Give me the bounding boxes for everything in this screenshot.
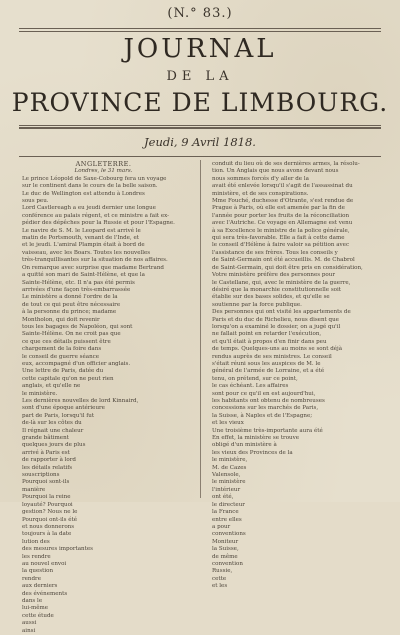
text-line: Sainte-Hélène. On ne croit pas que (22, 331, 121, 338)
text-line: sont d'une époque antérieure (22, 405, 105, 412)
text-line: les habitants ont obtenu de nombreuses (212, 398, 325, 404)
text-line: ministère, et de ses conspirations. (212, 190, 309, 197)
column-divider (200, 160, 201, 498)
text-line: toujours à la date (22, 531, 72, 538)
text-line: le conseil d'Hélène à faire valoir sa pétition avec (212, 242, 350, 249)
text-line: Pourquoi ont-ils été (22, 516, 78, 523)
text-line: conférence au palais régent, et ce ministre a fait ex- (22, 212, 170, 219)
text-line: le directeur (212, 501, 245, 508)
text-line: l'année pour porter les fruits de la réconciliation (212, 212, 350, 219)
masthead-title: JOURNAL (123, 34, 277, 64)
text-line: anglais, et qu'elle ne (22, 383, 81, 390)
text-line: de rapporter à lord (22, 457, 76, 464)
text-line: la Suisse, à Naples et de l'Espagne; (212, 412, 313, 419)
text-line: très-tranquillisantes sur la situation de nos affaires. (22, 257, 168, 264)
text-line: Les dernières nouvelles de lord Kinnaird, (22, 398, 139, 404)
text-line: Paris et du duc de Richelieu, nous disent que (212, 316, 339, 323)
date-rule (19, 156, 381, 157)
text-line: concessions sur les marchés de Paris, (212, 405, 319, 412)
text-line: le Castellane, qui, avec le ministère de la guerre, (212, 279, 351, 286)
text-line: de temps. Quelques-uns au moins se sont déjà (212, 346, 343, 353)
text-line: ainsi (22, 627, 36, 634)
text-line: Russie, (212, 568, 233, 575)
text-line: entre elles (212, 516, 242, 523)
text-line: s'était réuni sous les auspices de M. le (212, 360, 321, 367)
text-line: général de l'armée de Lorraine, et a été (212, 368, 325, 375)
text-line: Il régnait une chaleur (22, 427, 84, 434)
text-line: tous les bagages de Napoléon, qui sont (22, 323, 133, 330)
text-line: rendus auprès de ses ministres. Le conseil (212, 353, 332, 360)
text-line: Le duc de Wellington est attendu à Londres (22, 190, 145, 197)
text-line: Le ministère a donné l'ordre de la (22, 294, 118, 301)
text-line: et les (212, 583, 228, 590)
text-line: les détails relatifs (22, 464, 73, 471)
text-line: Une lettre de Paris, datée du (22, 368, 104, 375)
text-line: obligé d'un ministère à (212, 442, 277, 449)
text-line: loyauté? Pourquoi (22, 501, 73, 508)
text-line: cette capitale qu'on ne peut rien (22, 375, 114, 382)
text-line: la France (212, 509, 239, 516)
text-line: établie sur des bases solides, et qu'elle se (212, 294, 330, 301)
text-line: cette (212, 575, 227, 582)
text-line: conventions (212, 531, 246, 538)
text-line: de-là sur les côtes du (22, 420, 82, 427)
text-line: Prague à Paris, où elle est amenée par la fin de (212, 205, 345, 212)
text-line: matin de Portsmouth, venant de l'Inde, et (22, 235, 139, 242)
text-line: qui sera très-favorable. Elle a fait à cette dame (212, 235, 345, 242)
text-line: la question (22, 568, 54, 575)
text-line: M. de Cazes (212, 464, 247, 471)
top-rule-secondary (19, 31, 381, 32)
text-line: le ministère. (22, 390, 58, 397)
text-line: quelques jours de plus (22, 442, 86, 449)
text-line: Le navire de S. M. le Leopard est arrivé le (22, 227, 141, 234)
masthead-connector: DE LA (166, 69, 234, 84)
text-line: de Saint-Germain ont été accueillis. M. de Chabrol (212, 257, 355, 264)
text-line: de Saint-Germain, qui doit être pris en considération, (212, 264, 363, 271)
text-line: Une troisième très-importante aura été (212, 427, 323, 434)
text-line: tenu, on prétend, sur ce point, (212, 375, 298, 382)
text-line: la Suisse, (212, 546, 239, 553)
text-line: avait été enlevée lorsqu'il s'agit de l'assassinat du (212, 183, 353, 190)
text-line: Lord Castlereagh a eu jeudi dernier une longue (22, 205, 156, 212)
text-line: Mme Fouché, duchesse d'Otrante, s'est rendue de (212, 198, 354, 205)
text-line: chargement de la foire dans (22, 346, 102, 353)
issue-date: Jeudi, 9 Avril 1818. (144, 135, 256, 149)
text-line: a pour (212, 523, 231, 530)
text-line: Sainte-Hélène, etc. Il n'a pas été permis (22, 279, 135, 286)
text-line: vaisseau, avec les Boars. Toutes les nouvelles (22, 249, 151, 256)
text-line: à sa Excellence le ministre de la police générale, (212, 227, 350, 234)
text-line: On remarque avec surprise que madame Bertrand (22, 264, 164, 271)
text-line: Montholon, qui doit revenir (22, 316, 100, 323)
text-line: Votre ministère préfère des personnes pour (212, 272, 335, 279)
text-line: Moniteur (212, 538, 239, 545)
text-line: lui-même (22, 605, 49, 612)
text-line: aux derniers (22, 583, 58, 590)
text-line: arrivées d'une façon très-embarrassée (22, 286, 131, 293)
text-line: et le jeudi. L'amiral Plampin était à bord de (22, 242, 145, 249)
right-column-body (212, 161, 375, 591)
text-line: tion. Un Anglais que nous avons devant nous (212, 168, 339, 175)
text-line: le cas échéant. Les affaires (212, 383, 289, 390)
text-line: Le prince Léopold de Saxe-Cobourg fera un voyage (22, 175, 167, 182)
text-line: convention (212, 560, 243, 567)
text-line: avec l'Autriche. Ce voyage en Allemagne est venu (212, 220, 353, 227)
text-line: grande bâtiment (22, 435, 69, 442)
text-line: ne fallait point en retarder l'exécution, (212, 331, 322, 338)
text-line: le ministère, (212, 457, 248, 464)
text-line: le conseil de guerre séance (22, 353, 100, 360)
text-line: arrivé à Paris est (22, 449, 70, 456)
text-line: les vieux des Provinces de la (212, 449, 293, 456)
text-line: sous peu. (22, 198, 49, 205)
text-line: à la personne du prince; madame (22, 309, 117, 316)
text-line: et qu'il était à propos d'en finir dans peu (212, 338, 327, 345)
dateline: Londres, le 31 mars. (74, 168, 133, 175)
text-line: nous sommes forcés d'y aller de la (212, 175, 309, 182)
text-line: de même (212, 553, 238, 560)
text-line: lorsqu'on a examiné le dossier, on a jugé qu'il (212, 323, 341, 330)
text-line: pédier des dépêches pour la Russie et pour l'Espagne. (22, 220, 175, 227)
text-line: Des personnes qui ont visité les appartements de (212, 309, 351, 316)
text-line: le ministère (212, 479, 246, 486)
text-line: l'assistance de ses frères. Tous les conseils y (212, 249, 338, 256)
text-line: dans le (22, 597, 43, 604)
text-line: cette étude (22, 612, 54, 619)
text-line: ont été, (212, 494, 234, 501)
text-line: conduit du lieu où de ses dernières armes, la résolu- (212, 161, 360, 167)
text-line: manière (22, 486, 46, 493)
text-line: au nouvel envoi (22, 560, 67, 567)
text-line: et nous donnerons (22, 523, 75, 530)
text-line: lution des (22, 538, 50, 545)
text-line: des événements (22, 590, 68, 597)
text-line: l'intérieur (212, 486, 241, 493)
section-heading: ANGLETERRE. (75, 160, 132, 168)
left-column-body (22, 176, 185, 635)
masthead-province: PROVINCE DE LIMBOURG. (11, 88, 389, 117)
text-line: ce que ces détails puissent être (22, 338, 111, 345)
text-line: Valensole, (212, 472, 241, 479)
text-line: Pourquoi sont-ils (22, 479, 70, 486)
masthead-rule (19, 125, 381, 126)
text-line: gestion? Nous ne le (22, 509, 78, 516)
text-line: et les vieux (212, 420, 244, 427)
text-line: En effet, la ministère se trouve (212, 435, 300, 442)
text-line: eux, accompagné d'un officier anglais. (22, 360, 131, 367)
text-line: désiré que la monarchie constitutionnelle soit (212, 286, 342, 293)
text-line: sont pour ce qu'il en est aujourd'hui, (212, 390, 316, 397)
text-line: souscriptions (22, 472, 60, 479)
text-line: sur le continent dans le cours de la belle saison. (22, 183, 158, 190)
text-line: a quitté son mari de Saint-Hélène, et que la (22, 272, 145, 279)
text-line: des mesures importantes (22, 546, 93, 553)
text-line: part de Paris, lorsqu'il fut (22, 412, 95, 419)
issue-number: (N.° 83.) (167, 6, 233, 21)
right-column (212, 161, 375, 590)
text-line: aussi (22, 620, 37, 627)
masthead-rule-thick (19, 127, 381, 129)
top-rule (19, 28, 381, 29)
text-line: soutienne par la force publique. (212, 301, 302, 308)
text-line: de tout ce qui peut être nécessaire (22, 301, 121, 308)
text-line: Pourquoi la reine (22, 494, 71, 501)
text-line: rendre (22, 575, 41, 582)
text-line: les rendre (22, 553, 51, 560)
left-column (22, 160, 185, 634)
